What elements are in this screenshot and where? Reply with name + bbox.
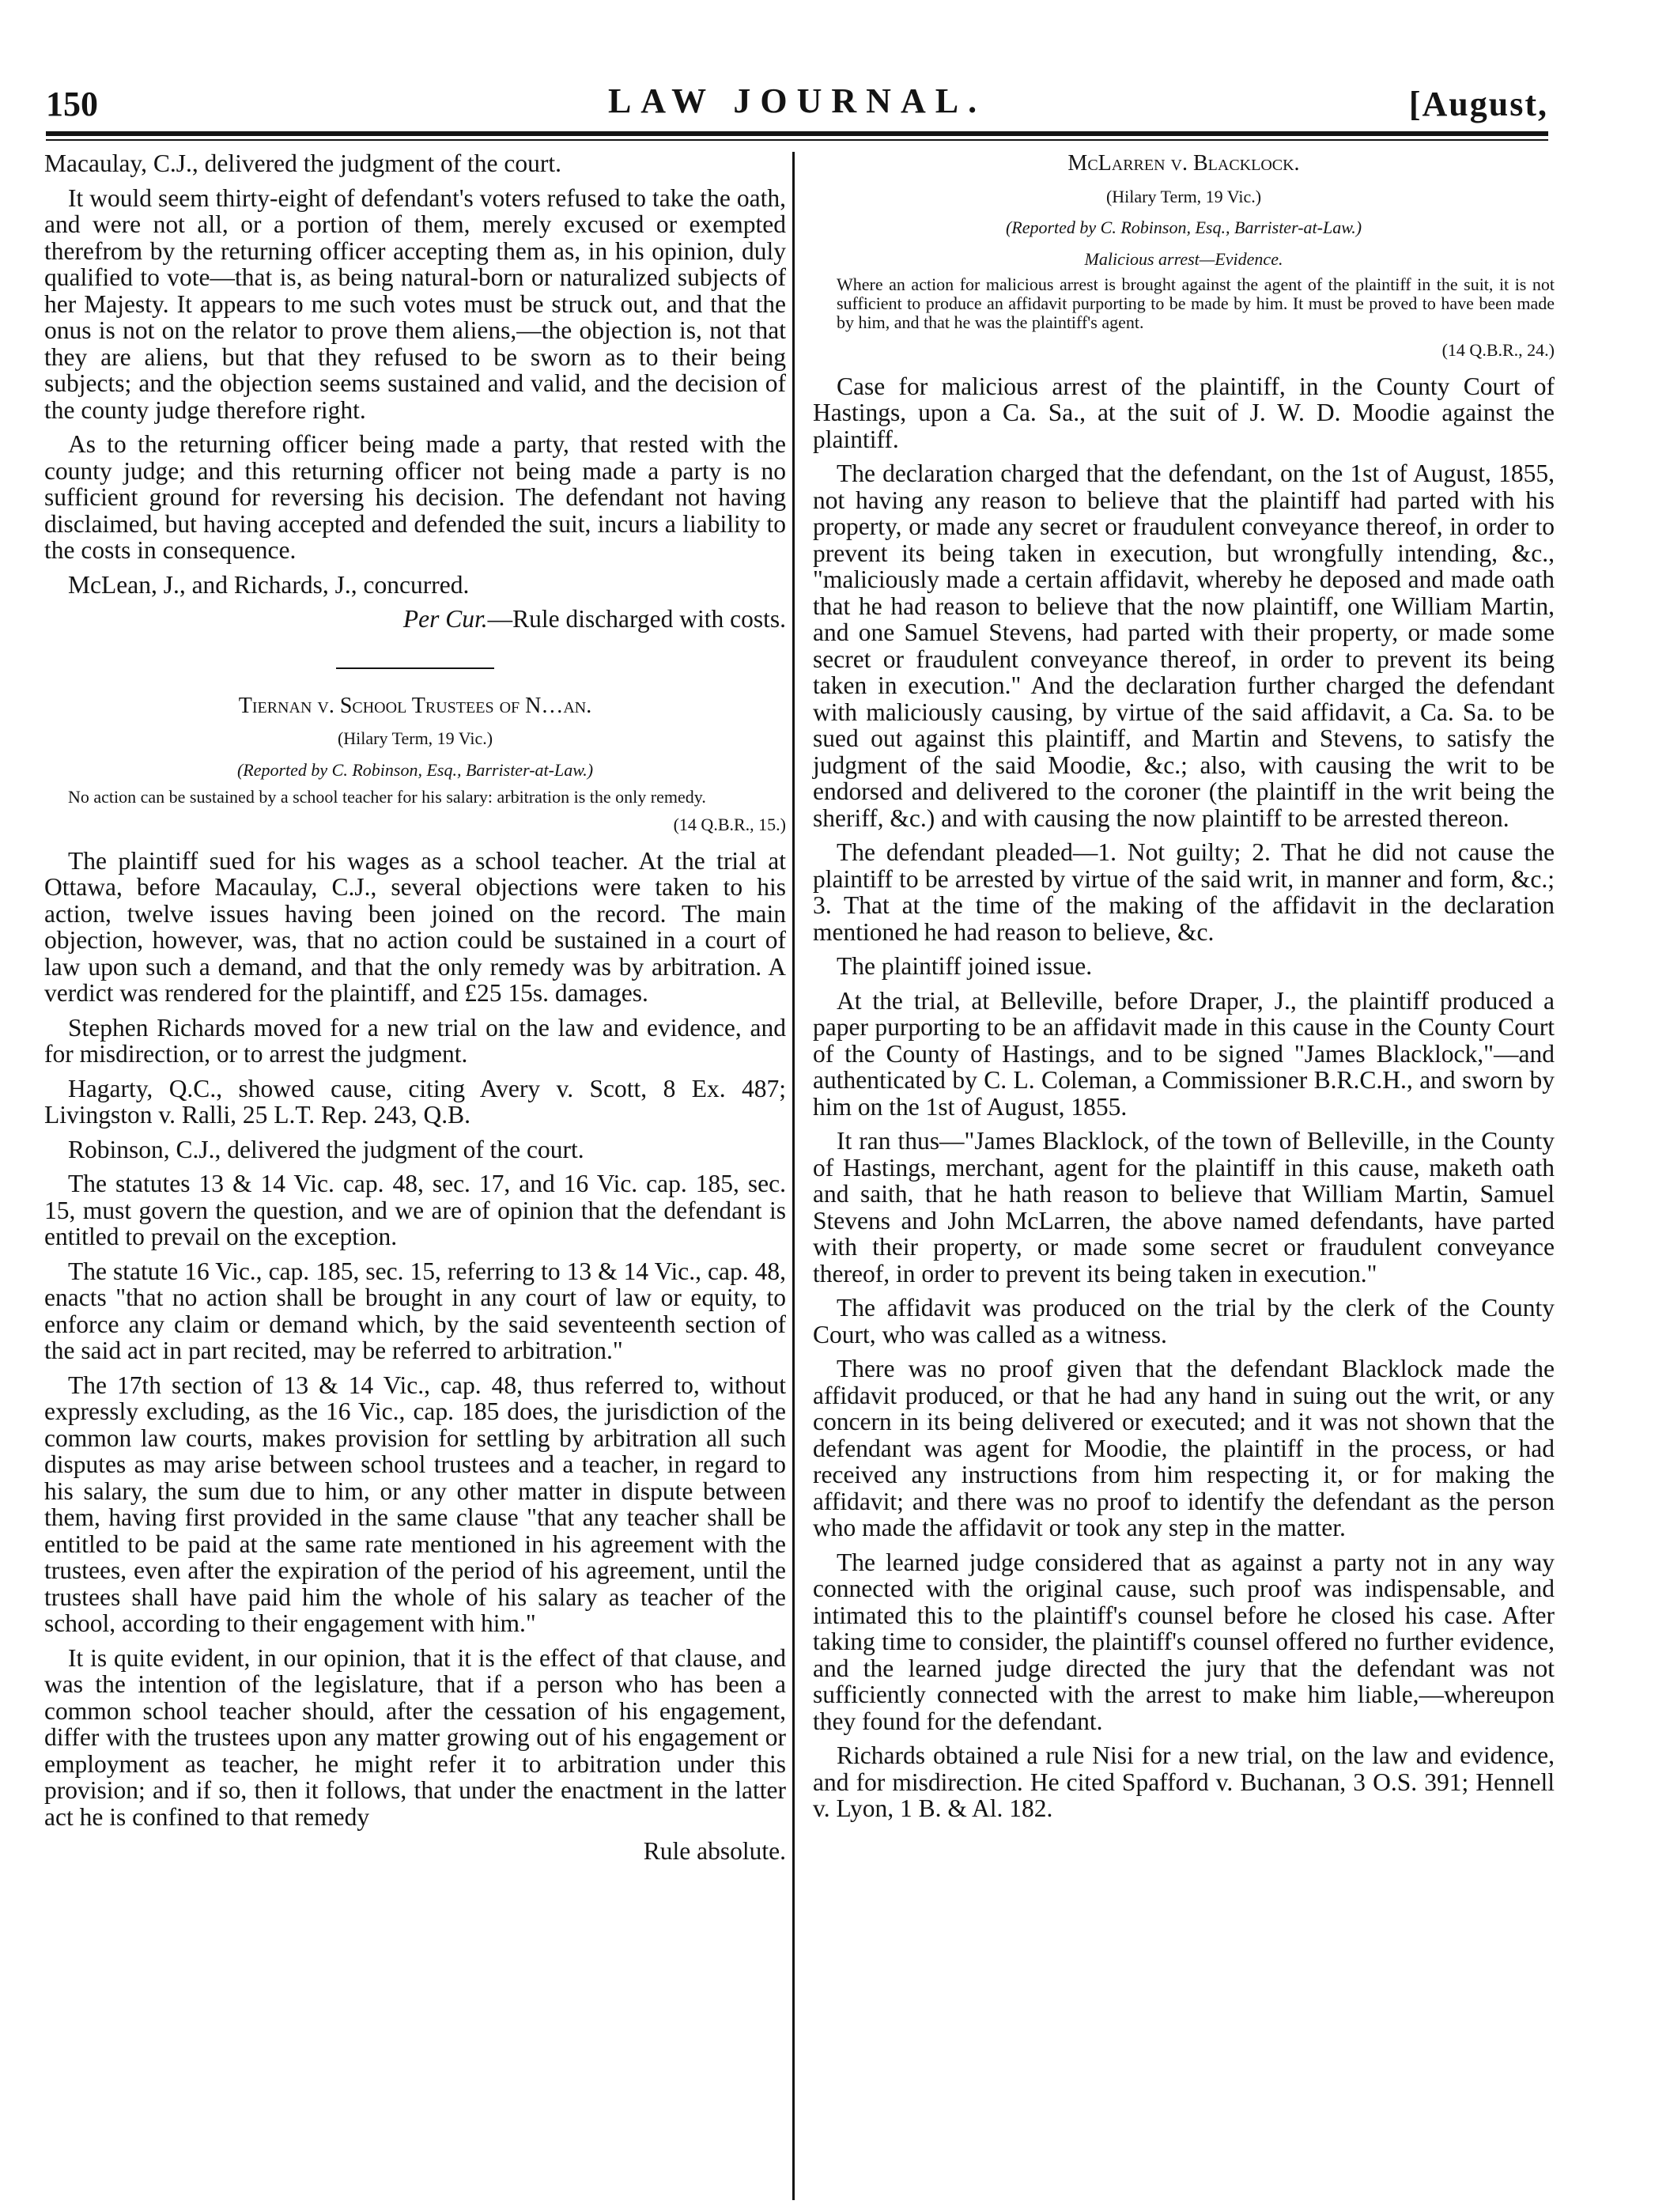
case-separator: [336, 667, 494, 669]
journal-title: LAW JOURNAL.: [607, 81, 987, 120]
case-title: Tiernan v. School Trustees of N…an.: [238, 693, 592, 718]
paragraph: The statute 16 Vic., cap. 185, sec. 15, referring to 13 & 14 Vic., cap. 48, enacts "that no action shall be brought in any court of law or equity, to enforce any claim or demand which, by the said seventeenth section of the said act in part recited, may be referred to arbitration.": [44, 1257, 786, 1364]
running-month: [August,: [1408, 85, 1548, 123]
case-citation: (14 Q.B.R., 24.): [1441, 340, 1555, 360]
case-title: McLarren v. Blacklock.: [1067, 151, 1300, 176]
paragraph: The plaintiff joined issue.: [837, 952, 1093, 980]
paragraph: The learned judge considered that as against a party not in any way connected with the original cause, such proof was indispensable, and intimated this to the plaintiff's counsel before he closed his case. After taking time to consider, the plaintiff's counsel offered no further evidence, and the learned judge directed the jury that the defendant was not sufficiently connected with the arrest to make him liable,—whereupon they found for the defendant.: [813, 1548, 1555, 1735]
paragraph: Case for malicious arrest of the plaintiff, in the County Court of Hastings, upon a Ca. Sa., at the suit of J. W. D. Moodie against the plaintiff.: [813, 372, 1555, 453]
paragraph: At the trial, at Belleville, before Draper, J., the plaintiff produced a paper purporting to be an affidavit made in this cause in the County Court of the County of Hastings, and to be signed "James Blacklock,"—and authenticated by C. L. Coleman, a Commissioner B.R.C.H., and sworn by him on the 1st of August, 1855.: [813, 986, 1555, 1121]
page-header: [46, 79, 1548, 134]
case-citation: (14 Q.B.R., 15.): [673, 815, 786, 834]
paragraph: Hagarty, Q.C., showed cause, citing Avery v. Scott, 8 Ex. 487; Livingston v. Ralli, 25 L.T. Rep. 243, Q.B.: [44, 1074, 786, 1129]
right-column: [813, 150, 1555, 1830]
per-curiam-ruling: —Rule discharged with costs.: [487, 605, 786, 633]
case-reporter: (Reported by C. Robinson, Esq., Barrister-at-Law.): [236, 759, 594, 780]
column-divider: [792, 152, 795, 2200]
paragraph: The 17th section of 13 & 14 Vic., cap. 48, thus referred to, without expressly excluding, as the 16 Vic., cap. 185 does, the jurisdiction of the common law courts, makes provision for settling by arbitration all such disputes as may arise between school trustees and a teacher, in regard to his salary, the sum due to him, or any other matter in dispute between them, having first provided in the same clause "that any teacher shall be entitled to be paid at the same rate mentioned in his agreement with the trustees, even after the expiration of the period of his agreement, until the trustees shall have paid him the whole of his salary as teacher of the school, according to their engagement with him.": [44, 1371, 786, 1637]
header-rule-thick: [46, 131, 1548, 136]
concurred-line: McLean, J., and Richards, J., concurred.: [68, 570, 470, 599]
case-term: (Hilary Term, 19 Vic.): [1105, 186, 1262, 206]
paragraph: It is quite evident, in our opinion, that it is the effect of that clause, and was the intention of the legislature, that if a person who has been a common school teacher should, after the cessation of his engagement, differ with the trustees upon any matter growing out of his engagement or employment as teacher, he might refer it to arbitration under this provision; and if so, then it follows, that under the enactment in the latter act he is confined to that remedy: [44, 1643, 786, 1831]
per-curiam-label: Per Cur.: [402, 605, 488, 633]
page-number: 150: [46, 85, 98, 123]
case-term: (Hilary Term, 19 Vic.): [337, 728, 493, 748]
paragraph: As to the returning officer being made a party, that rested with the county judge; and this returning officer not being made a party is no sufficient ground for reversing his decision. The defendant not having disclaimed, but having accepted and defended the suit, incurs a liability to the costs in consequence.: [44, 430, 786, 564]
paragraph: It ran thus—"James Blacklock, of the town of Belleville, in the County of Hastings, merchant, agent for the plaintiff in this cause, maketh oath and saith, that he hath reason to believe that William Martin, Samuel Stevens and John McLarren, the above named defendants, have parted with their property, or made some secret or fraudulent conveyance thereof, in order to prevent its being taken in execution.": [813, 1127, 1555, 1287]
case-headnote: No action can be sustained by a school teacher for his salary: arbitration is the only remedy.: [68, 787, 706, 807]
case-headnote: Where an action for malicious arrest is brought against the agent of the plaintiff in the suit, it is not sufficient to produce an affidavit purporting to be made by him. It must be proved to have been made by him, and that he was the plaintiff's agent.: [837, 274, 1555, 332]
paragraph: Robinson, C.J., delivered the judgment of the court.: [68, 1135, 584, 1163]
left-column: [44, 150, 786, 1873]
paragraph: The defendant pleaded—1. Not guilty; 2. That he did not cause the plaintiff to be arrested by virtue of the said writ, in manner and form, &c.; 3. That at the time of the making of the affidavit in the declaration mentioned he had reason to believe, &c.: [813, 838, 1555, 946]
per-curiam-line: [44, 606, 786, 633]
paragraph: The affidavit was produced on the trial by the clerk of the County Court, who was called as a witness.: [813, 1294, 1555, 1348]
paragraph: The declaration charged that the defendant, on the 1st of August, 1855, not having any reason to believe that the plaintiff had parted with his property, or made any secret or fraudulent conveyance thereof, in order to prevent its being taken in execution, but wrongfully intending, &c., "maliciously made a certain affidavit, whereby he deposed and made oath that he had reason to believe that the now plaintiff, one William Martin, and one Samuel Stevens, had parted with their property, or made some secret or fraudulent conveyance thereof, in order to prevent its being taken in execution." And the declaration further charged the defendant with maliciously causing, by virtue of the said affidavit, a Ca. Sa. to be sued out against this plaintiff, and Martin and Stevens, to satisfy the judgment of the said Moodie, &c.; also, with causing the writ to be endorsed and delivered to the coroner (the plaintiff in the writ being the sheriff, &c.) and with causing the now plaintiff to be arrested thereon.: [813, 459, 1555, 832]
case-keywords: Malicious arrest—Evidence.: [1084, 248, 1283, 269]
case-reporter: (Reported by C. Robinson, Esq., Barrister-at-Law.): [1005, 217, 1362, 237]
paragraph: The statutes 13 & 14 Vic. cap. 48, sec. 17, and 16 Vic. cap. 185, sec. 15, must govern the question, and we are of opinion that the defendant is entitled to prevail on the exception.: [44, 1170, 786, 1250]
paragraph: Richards obtained a rule Nisi for a new trial, on the law and evidence, and for misdirection. He cited Spafford v. Buchanan, 3 O.S. 391; Hennell v. Lyon, 1 B. & Al. 182.: [813, 1741, 1555, 1822]
judgment-intro: Macaulay, C.J., delivered the judgment of the court.: [44, 149, 562, 177]
header-rule-thin: [46, 139, 1548, 141]
paragraph: Stephen Richards moved for a new trial on the law and evidence, and for misdirection, or to arrest the judgment.: [44, 1013, 786, 1068]
rule-absolute: Rule absolute.: [643, 1837, 786, 1865]
paragraph: It would seem thirty-eight of defendant's voters refused to take the oath, and were not all, or a portion of them, merely excused or exempted therefrom by the returning officer accepting them as, in his opinion, duly qualified to vote—that is, as being natural-born or naturalized subjects of her Majesty. It appears to me such votes must be struck out, and that the onus is not on the relator to prove them aliens,—the objection is, not that they are aliens, but that they refused to be sworn as to their being subjects; and the objection seems sustained and valid, and the decision of the county judge therefore right.: [44, 183, 786, 424]
paragraph: There was no proof given that the defendant Blacklock made the affidavit produced, or that he had any hand in suing out the writ, or any concern in its being delivered or executed; and it was not shown that the defendant was agent for Moodie, the plaintiff in the process, or had received any instructions from him respecting it, or for making the affidavit; and there was no proof to identify the defendant as the person who made the affidavit or took any step in the matter.: [813, 1355, 1555, 1541]
paragraph: The plaintiff sued for his wages as a school teacher. At the trial at Ottawa, before Macaulay, C.J., several objections were taken to his action, twelve issues having been joined on the record. The main objection, however, was, that no action could be sustained in a court of law upon such a demand, and that the only remedy was by arbitration. A verdict was rendered for the plaintiff, and £25 15s. damages.: [44, 846, 786, 1007]
